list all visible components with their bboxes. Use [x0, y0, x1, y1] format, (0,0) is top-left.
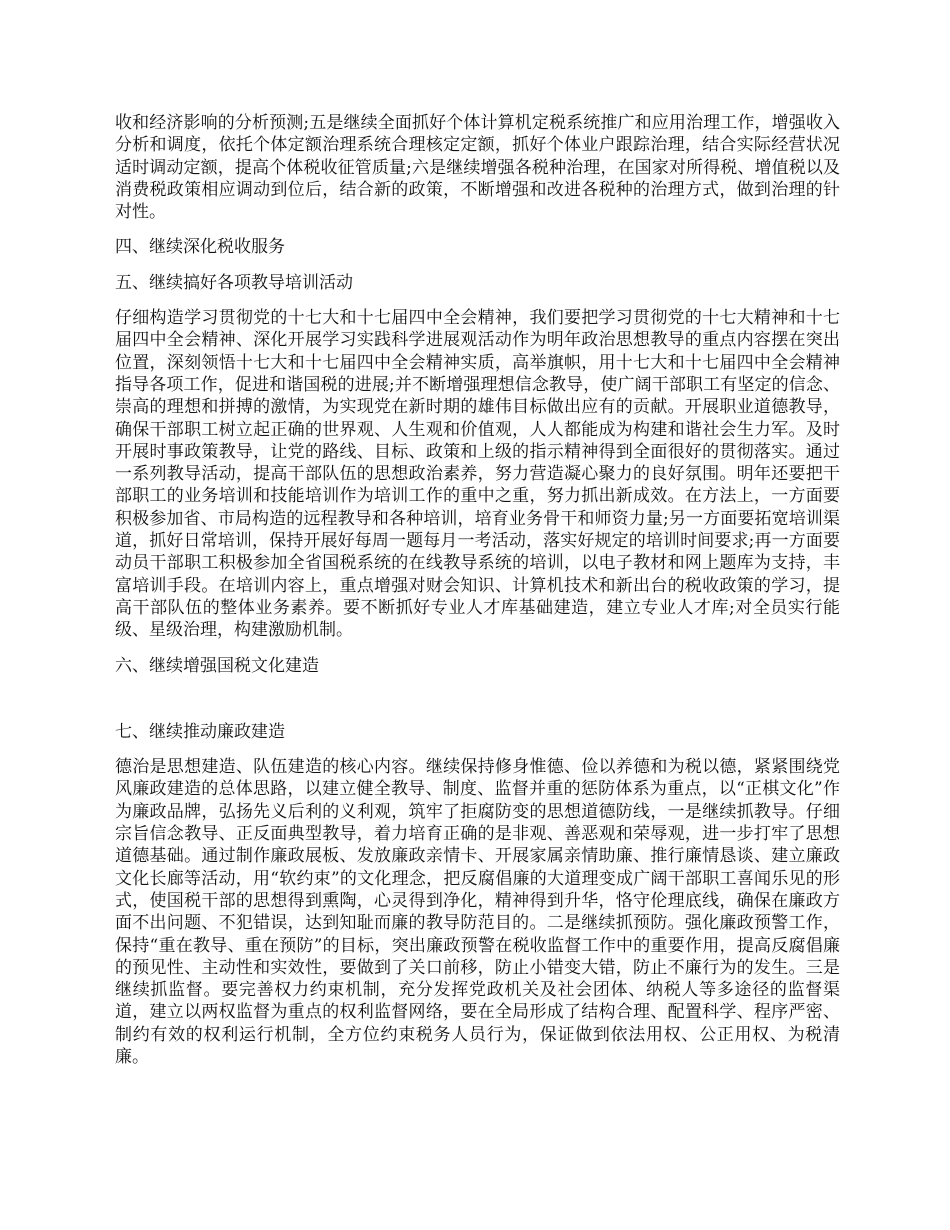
- section-heading-5: 五、继续搞好各项教导培训活动: [115, 272, 353, 293]
- spacer: [115, 294, 840, 307]
- section-7-paragraph: 德治是思想建造、队伍建造的核心内容。继续保持修身惟德、俭以养德和为税以德，紧紧围绕党风廉政建造的总体思路，以建立健全教导、制度、监督并重的惩防体系为重点，以“正棋文化”作为廉政品牌，弘扬先义后利的义利观，筑牢了拒腐防变的思想道德防线，一是继续抓教导。仔细宗旨信念教导、正反面典型教导，着力培育正确的是非观、善恶观和荣辱观，进一步打牢了思想道德基础。通过制作廉政展板、发放廉政亲情卡、开展家属亲情助廉、推行廉情恳谈、建立廉政文化长廊等活动，用“软约束”的文化理念，把反腐倡廉的大道理变成广阔干部职工喜闻乐见的形式，使国税干部的思想得到熏陶，心灵得到净化，精神得到升华，恪守伦理底线，确保在廉政方面不出问题、不犯错误，达到知耻而廉的教导防范目的。二是继续抓预防。强化廉政预警工作，保持“重在教导、重在预防”的目标，突出廉政预警在税收监督工作中的重要作用，提高反腐倡廉的预见性、主动性和实效性，要做到了关口前移，防止小错变大错，防止不廉行为的发生。三是继续抓监督。要完善权力约束机制，充分发挥党政机关及社会团体、纳税人等多途径的监督渠道，建立以两权监督为重点的权利监督网络，要在全局形成了结构合理、配置科学、程序严密、制约有效的权利运行机制，全方位约束税务人员行为，保证做到依法用权、公正用权、为税清廉。: [115, 757, 840, 1067]
- section-heading-7: 七、继续推动廉政建造: [115, 721, 285, 742]
- spacer: [115, 259, 840, 272]
- document-body: [115, 112, 840, 1068]
- spacer: [115, 677, 840, 721]
- spacer: [115, 743, 840, 756]
- section-heading-4: 四、继续深化税收服务: [115, 237, 285, 258]
- section-5-paragraph: 仔细构造学习贯彻党的十七大和十七届四中全会精神，我们要把学习贯彻党的十七大精神和十七届四中全会精神、深化开展学习实践科学进展观活动作为明年政治思想教导的重点内容摆在突出位置，深刻领悟十七大和十七届四中全会精神实质，高举旗帜，用十七大和十七届四中全会精神指导各项工作，促进和谐国税的进展;并不断增强理想信念教导，使广阔干部职工有坚定的信念、崇高的理想和拼搏的激情，为实现党在新时期的雄伟目标做出应有的贡献。开展职业道德教导，确保干部职工树立起正确的世界观、人生观和价值观，人人都能成为构建和谐社会生力军。及时开展时事政策教导，让党的路线、目标、政策和上级的指示精神得到全面很好的贯彻落实。通过一系列教导活动，提高干部队伍的思想政治素养，努力营造凝心聚力的良好氛围。明年还要把干部职工的业务培训和技能培训作为培训工作的重中之重，努力抓出新成效。在方法上，一方面要积极参加省、市局构造的远程教导和各种培训，培育业务骨干和师资力量;另一方面要拓宽培训渠道，抓好日常培训，保持开展好每周一题每月一考活动，落实好规定的培训时间要求;再一方面要动员干部职工积极参加全省国税系统的在线教导系统的培训，以电子教材和网上题库为支持，丰富培训手段。在培训内容上，重点增强对财会知识、计算机技术和新出台的税收政策的学习，提高干部队伍的整体业务素养。要不断抓好专业人才库基础建造，建立专业人才库;对全员实行能级、星级治理，构建激励机制。: [115, 308, 840, 641]
- section-heading-6: 六、继续增强国税文化建造: [115, 655, 319, 676]
- spacer: [115, 642, 840, 655]
- spacer: [115, 223, 840, 236]
- intro-paragraph: 收和经济影响的分析预测;五是继续全面抓好个体计算机定税系统推广和应用治理工作，增强收入分析和调度，依托个体定额治理系统合理核定定额，抓好个体业户跟踪治理，结合实际经营状况适时调动定额，提高个体税收征管质量;六是继续增强各税种治理，在国家对所得税、增值税以及消费税政策相应调动到位后，结合新的政策，不断增强和改进各税种的治理方式，做到治理的针对性。: [115, 113, 840, 223]
